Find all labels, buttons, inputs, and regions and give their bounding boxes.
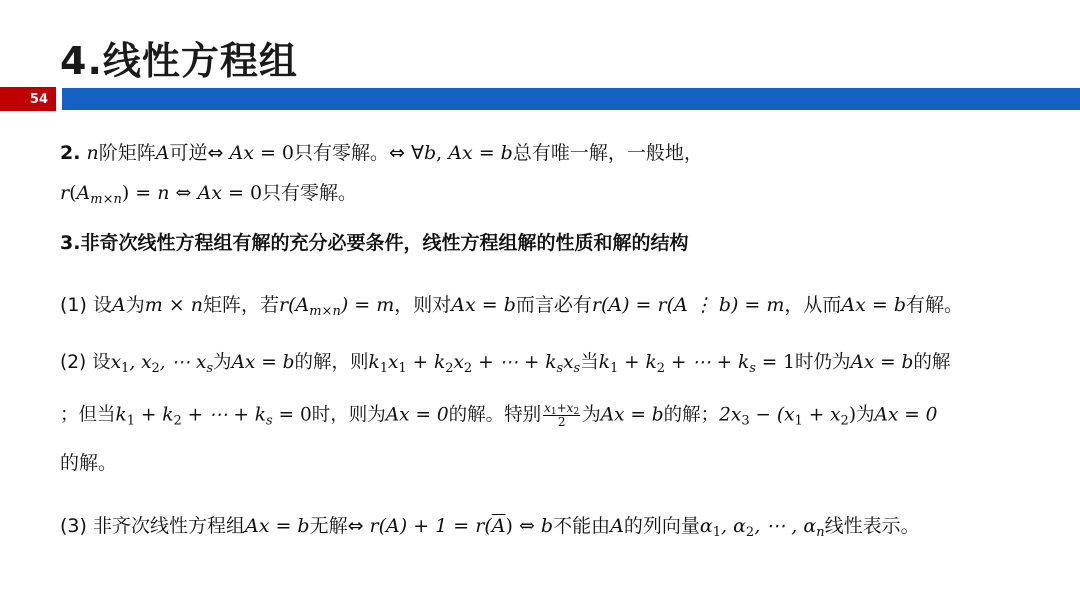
- fraction-x1-plus-x2-over-2: $\frac{x_1+x_2}{2}$: [544, 401, 580, 429]
- header-accent-bar: [62, 88, 1080, 110]
- item-2-line-2: ；但当$k_1 + k_2$ + ⋯ + $k_s = 0$时，则为Ax = 0的解。特别 $\frac{x_1+x_2}{2}$ 为Ax = b的解；$2x_3 - (x_1 + x_2)$为Ax = 0: [60, 401, 938, 429]
- statement-2-line-1: 2. n阶矩阵A可逆⇔ Ax = 0只有零解。⇔ ∀b, Ax = b总有唯一解，一般地，: [60, 142, 703, 164]
- item-2-line-3: 的解。: [60, 452, 118, 474]
- statement-2-line-2: $r(A_{m\times n}) = n$ ⇔ Ax = 0只有零解。: [60, 182, 358, 207]
- item-2-line-1: (2) 设$x_1$, $x_2$, ⋯ $x_s$为Ax = b的解，则$k_1x_1 + k_2x_2$ + ⋯ + $k_sx_s$当$k_1 + k_2$ + ⋯ + $k_s = 1$时仍为Ax = b的解: [60, 352, 951, 376]
- item-3: (3) 非齐次线性方程组Ax = b无解⇔ $r(A) + 1 = r(\overline{A})$ ⇔ b不能由A的列向量$\alpha_1$, $\alpha_2$, ⋯ , $\alpha_n$线性表示。: [60, 515, 920, 540]
- section-3-heading: 3.非奇次线性方程组有解的充分必要条件，线性方程组解的性质和解的结构: [60, 232, 689, 254]
- page-number-badge: 54: [0, 87, 56, 111]
- page-title: 4.线性方程组: [60, 39, 298, 83]
- item-1: (1) 设A为m × n矩阵，若$r(A_{m\times n}) = m$，则对Ax = b而言必有r(A) = r(A ⋮ b) = m，从而Ax = b有解。: [60, 294, 964, 319]
